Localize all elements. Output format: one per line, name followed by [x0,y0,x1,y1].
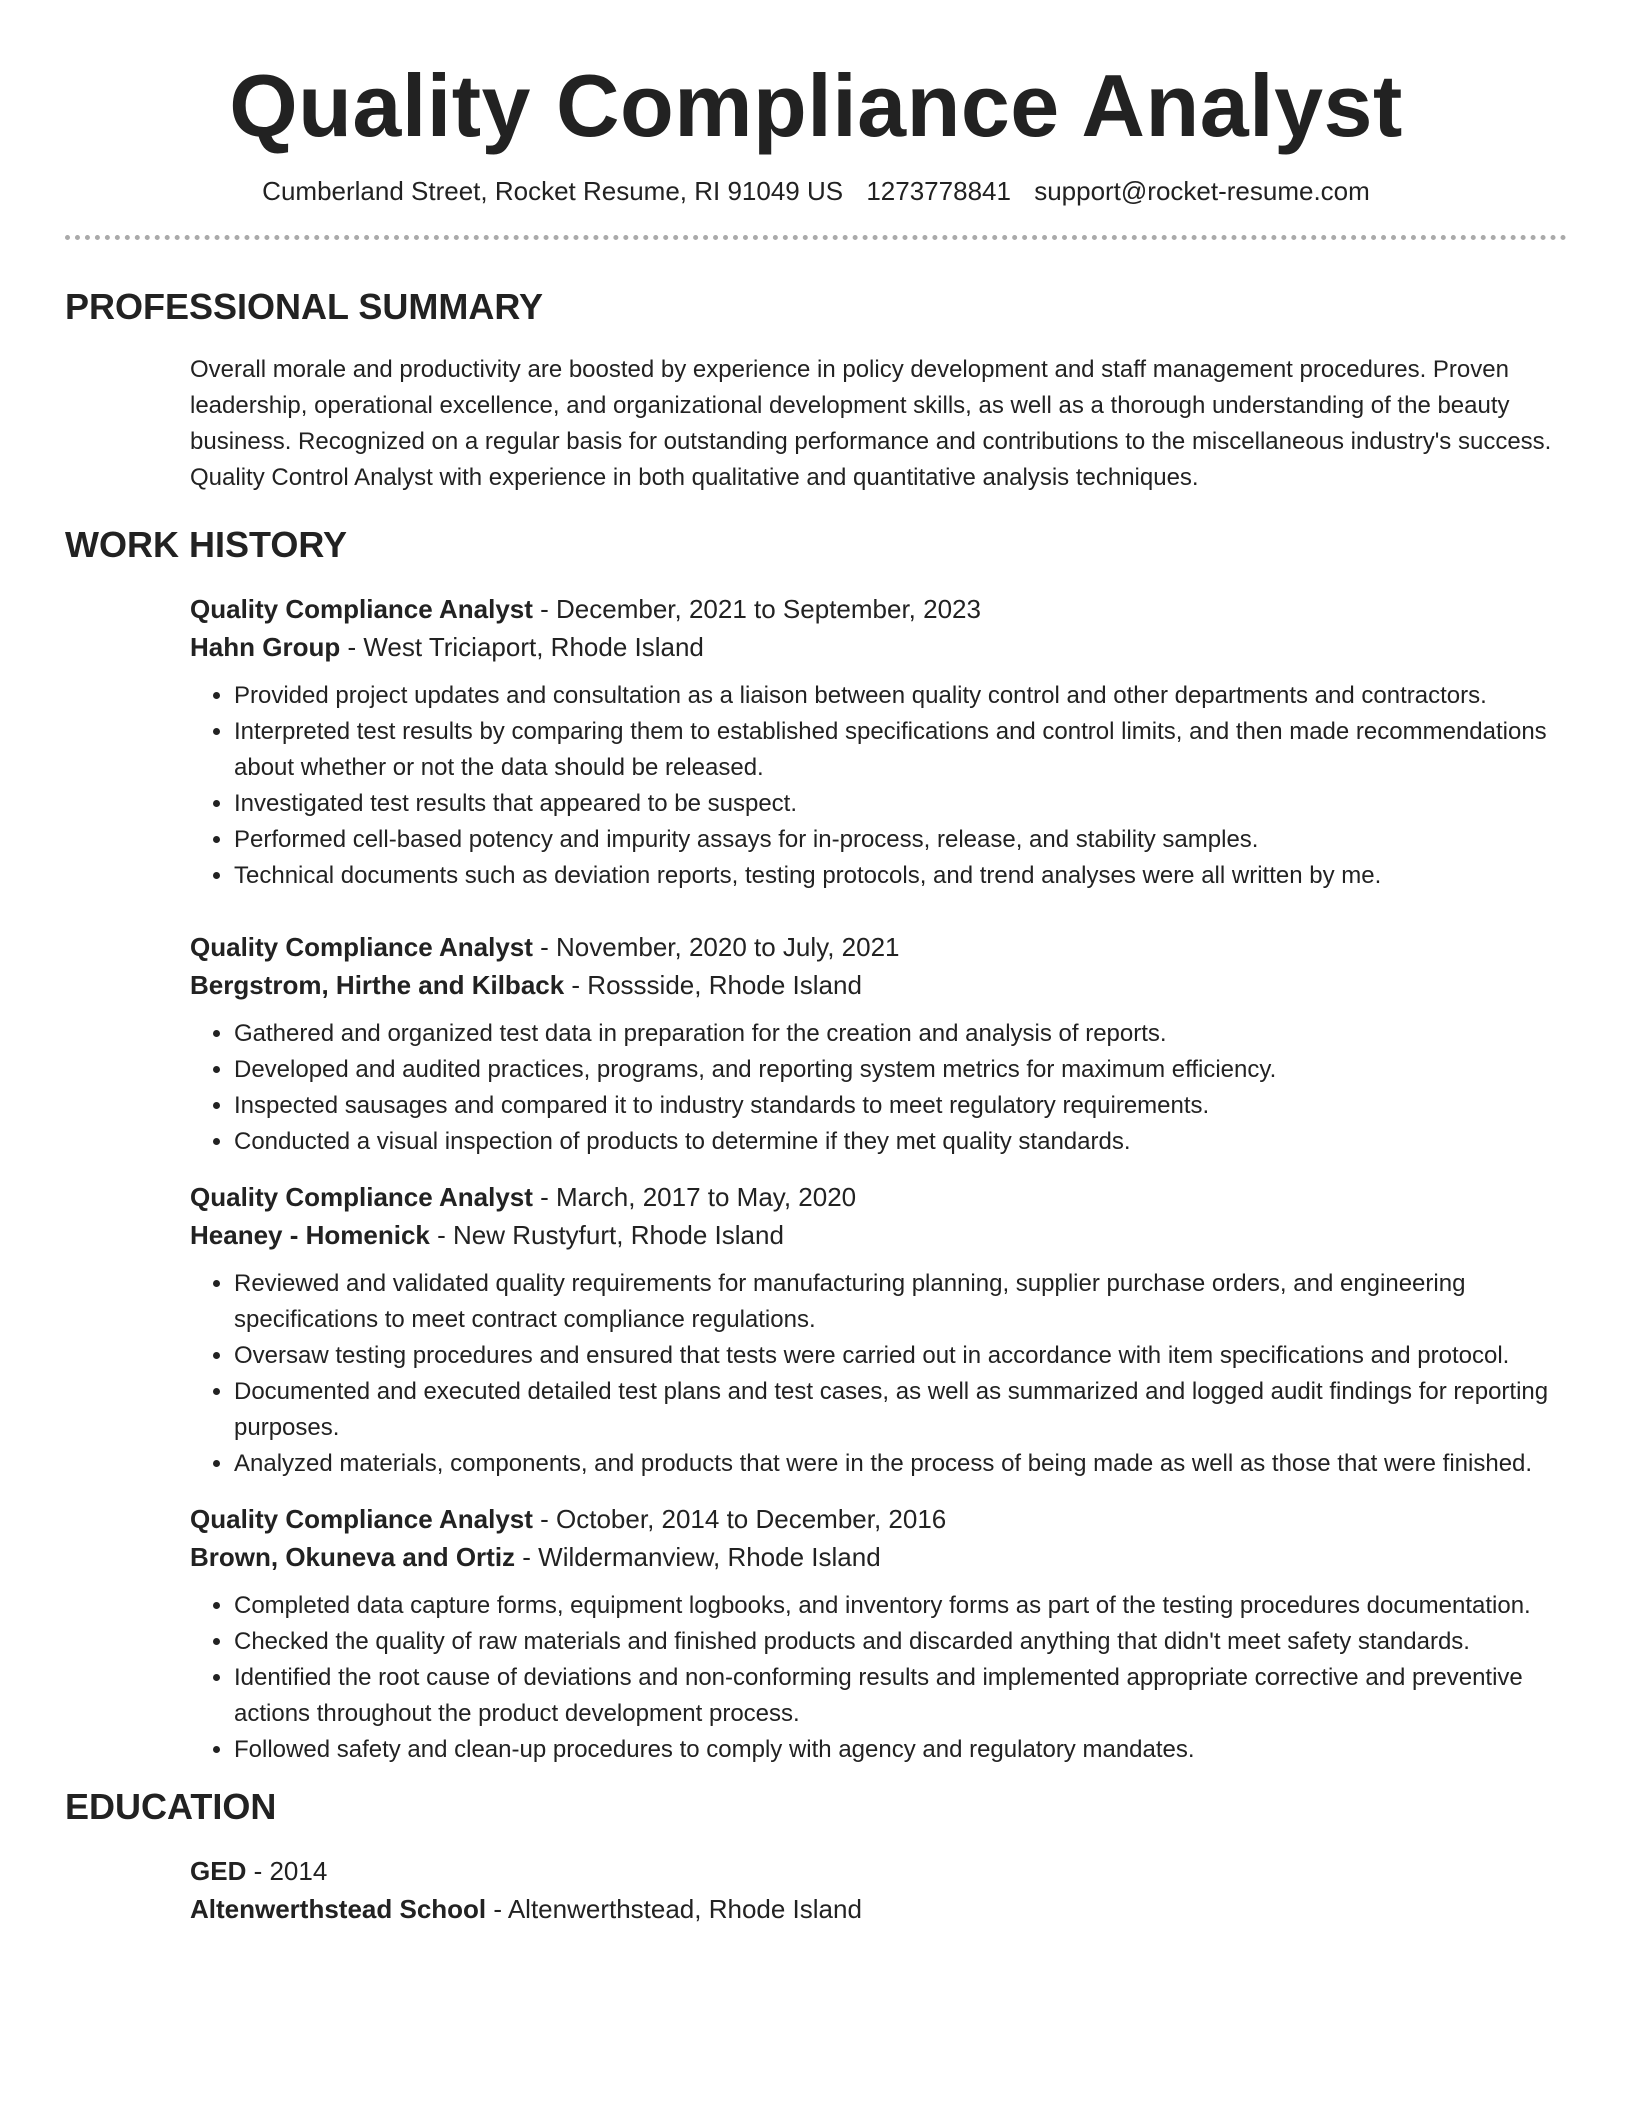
job-bullet: • Technical documents such as deviation reports, testing protocols, and trend analyses were all written by me. [234,858,1567,894]
job-location: - New Rustyfurt, Rhode Island [429,1220,784,1250]
job-entry [190,1178,1567,1482]
job-bullet: • Conducted a visual inspection of products to determine if they met quality standards. [234,1124,1567,1160]
job-role: Quality Compliance Analyst [190,594,533,624]
education-heading: EDUCATION [65,1786,277,1827]
job-title-line [190,590,1567,628]
job-dates: - March, 2017 to May, 2020 [532,1182,857,1212]
job-role: Quality Compliance Analyst [190,1504,533,1534]
job-entry [190,590,1567,894]
job-bullet: • Provided project updates and consultation as a liaison between quality control and other departments and contractors. [234,678,1567,714]
job-dates: - November, 2020 to July, 2021 [532,932,900,962]
job-dates: - October, 2014 to December, 2016 [532,1504,947,1534]
job-company: Brown, Okuneva and Ortiz [190,1542,516,1572]
job-entry [190,1500,1567,1768]
job-bullets [190,1266,1567,1482]
job-bullet: • Analyzed materials, components, and products that were in the process of being made as well as those that were finished. [234,1446,1567,1482]
job-company: Heaney - Homenick [190,1220,430,1250]
contact-line [65,176,1567,207]
job-company: Bergstrom, Hirthe and Kilback [190,970,565,1000]
job-bullet: • Identified the root cause of deviations and non-conforming results and implemented appropriate corrective and preventive actions throughout the product development process. [234,1660,1567,1732]
job-bullet: • Reviewed and validated quality requirements for manufacturing planning, supplier purchase orders, and engineering specifications to meet contract compliance regulations. [234,1266,1567,1338]
contact-phone: 1273778841 [866,176,1011,206]
job-bullet: • Documented and executed detailed test plans and test cases, as well as summarized and logged audit findings for reporting purposes. [234,1374,1567,1446]
job-bullet: • Performed cell-based potency and impurity assays for in-process, release, and stability samples. [234,822,1567,858]
job-bullet: • Followed safety and clean-up procedures to comply with agency and regulatory mandates. [234,1732,1567,1768]
job-company-line [190,1538,1567,1576]
job-company-line [190,1216,1567,1254]
job-title-line [190,1500,1567,1538]
job-bullet: • Investigated test results that appeared to be suspect. [234,786,1567,822]
education-location: - Altenwerthstead, Rhode Island [486,1894,862,1924]
summary-heading: PROFESSIONAL SUMMARY [65,286,544,327]
job-company: Hahn Group [190,632,341,662]
candidate-name: Quality Compliance Analyst [229,56,1403,155]
job-company-line [190,966,1567,1004]
summary-text: Overall morale and productivity are boosted by experience in policy development and staff management procedures. Proven leadership, operational excellence, and organizational development skills, as well as a thorough understanding of the beauty business. Recognized on a regular basis for outstanding performance and contributions to the miscellaneous industry's success. Quality Control Analyst with experience in both qualitative and quantitative analysis techniques. [190,356,1552,491]
job-bullet: • Completed data capture forms, equipment logbooks, and inventory forms as part of the testing procedures documentation. [234,1588,1567,1624]
education-school: Altenwerthstead School [190,1894,487,1924]
education-degree: GED [190,1856,247,1886]
job-location: - West Triciaport, Rhode Island [340,632,704,662]
work-history-heading: WORK HISTORY [65,524,348,565]
education-school-line [190,1890,1567,1928]
job-role: Quality Compliance Analyst [190,1182,533,1212]
job-entry [190,928,1567,1160]
header-divider [65,235,1567,240]
job-bullet: • Inspected sausages and compared it to industry standards to meet regulatory requirements. [234,1088,1567,1124]
job-bullets [190,678,1567,894]
job-bullet: • Interpreted test results by comparing them to established specifications and control limits, and then made recommendations about whether or not the data should be released. [234,714,1567,786]
job-title-line [190,1178,1567,1216]
job-company-line [190,628,1567,666]
job-bullets [190,1016,1567,1160]
job-bullets [190,1588,1567,1768]
education-degree-line [190,1852,1567,1890]
job-bullet: • Gathered and organized test data in preparation for the creation and analysis of reports. [234,1016,1567,1052]
job-location: - Wildermanview, Rhode Island [515,1542,881,1572]
job-dates: - December, 2021 to September, 2023 [532,594,981,624]
job-bullet: • Developed and audited practices, programs, and reporting system metrics for maximum efficiency. [234,1052,1567,1088]
education-entry [190,1852,1567,1928]
job-bullet: • Oversaw testing procedures and ensured that tests were carried out in accordance with item specifications and protocol. [234,1338,1567,1374]
job-bullet: • Checked the quality of raw materials and finished products and discarded anything that didn't meet safety standards. [234,1624,1567,1660]
job-role: Quality Compliance Analyst [190,932,533,962]
job-location: - Rossside, Rhode Island [564,970,862,1000]
education-year: - 2014 [246,1856,328,1886]
job-title-line [190,928,1567,966]
contact-email: support@rocket-resume.com [1034,176,1370,206]
contact-address: Cumberland Street, Rocket Resume, RI 91049 US [262,176,844,206]
